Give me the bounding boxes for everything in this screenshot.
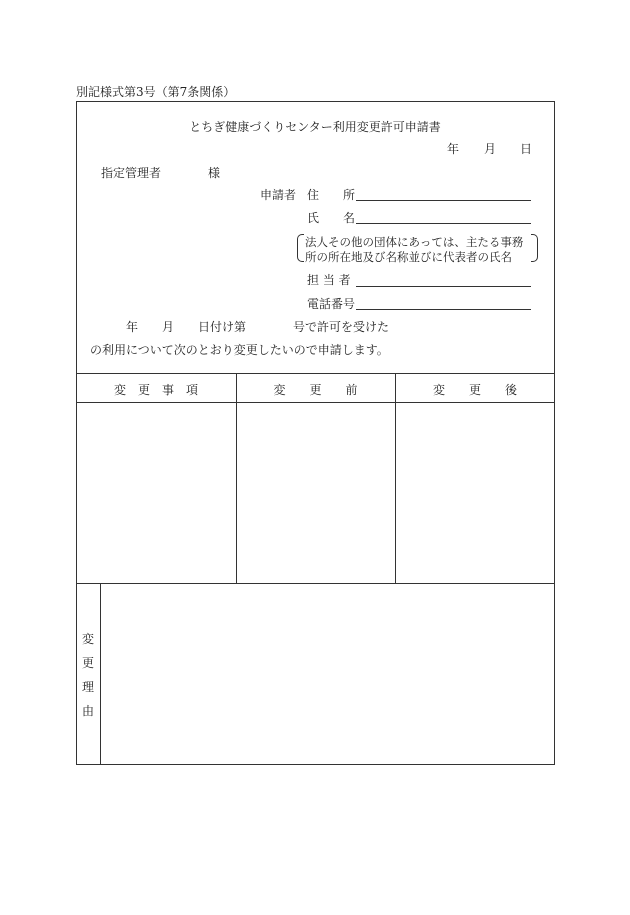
permit-year-label: 年 <box>126 320 139 334</box>
addressee-name: 指定管理者 <box>101 166 162 180</box>
form-number: 別記様式第3号（第7条関係） <box>76 85 236 99</box>
name-field[interactable] <box>356 223 531 224</box>
reason-label <box>76 627 100 723</box>
address-field[interactable] <box>356 200 531 201</box>
address-label: 住 所 <box>307 188 356 202</box>
date-month-label: 月 <box>484 142 497 156</box>
contact-field[interactable] <box>356 286 531 287</box>
addressee-honorific: 様 <box>208 166 221 180</box>
cell-before[interactable] <box>237 403 394 582</box>
reason-field[interactable] <box>101 584 554 764</box>
contact-label: 担 当 者 <box>307 273 351 287</box>
header-before: 変 更 前 <box>273 383 358 397</box>
date-year-label: 年 <box>447 142 460 156</box>
header-change-item: 変 更 事 項 <box>113 383 198 397</box>
request-text: の利用について次のとおり変更したいので申請します。 <box>90 343 389 357</box>
phone-field[interactable] <box>356 309 531 310</box>
reason-char-3: 理 <box>81 680 94 694</box>
note-bracket-right <box>531 234 538 262</box>
permit-dated-label: 日付け第 <box>198 320 247 334</box>
permit-month-label: 月 <box>162 320 175 334</box>
cell-after[interactable] <box>396 403 554 582</box>
reason-char-1: 変 <box>81 632 94 646</box>
name-label: 氏 名 <box>307 211 356 225</box>
table-top-line <box>76 373 555 374</box>
header-after: 変 更 後 <box>432 383 517 397</box>
date-day-label: 日 <box>520 142 533 156</box>
cell-change-item[interactable] <box>77 403 235 582</box>
form-title: とちぎ健康づくりセンター利用変更許可申請書 <box>189 120 441 134</box>
note-bracket-left <box>297 234 304 262</box>
phone-label: 電話番号 <box>307 297 356 311</box>
corp-note-line2: 所の所在地及び名称並びに代表者の氏名 <box>305 250 512 264</box>
permit-number-text: 号で許可を受けた <box>293 320 390 334</box>
reason-char-2: 更 <box>81 656 94 670</box>
corp-note-line1: 法人その他の団体にあっては、主たる事務 <box>305 235 524 249</box>
applicant-label: 申請者 <box>260 188 297 202</box>
reason-char-4: 由 <box>81 704 94 718</box>
